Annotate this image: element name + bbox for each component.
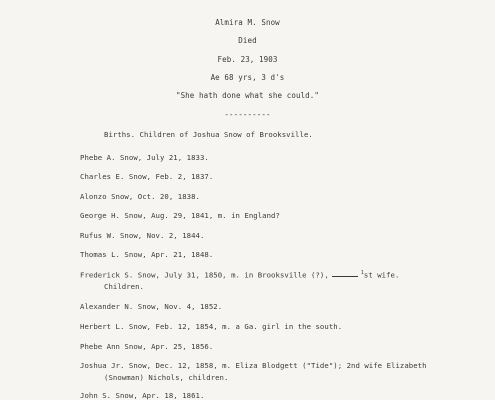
birth-entry: Joshua Jr. Snow, Dec. 12, 1858, m. Eliza Blodgett ("Tide"); 2nd wife Elizabeth [80, 361, 427, 370]
birth-entry: Thomas L. Snow, Apr. 21, 1848. [80, 250, 214, 259]
birth-entry: Phebe A. Snow, July 21, 1833. [80, 153, 209, 162]
birth-entry-frederick [80, 270, 399, 279]
birth-entry-continuation: (Snowman) Nichols, children. [104, 373, 229, 382]
birth-entry: Rufus W. Snow, Nov. 2, 1844. [80, 231, 205, 240]
birth-entry: Herbert L. Snow, Feb. 12, 1854, m. a Ga. girl in the south. [80, 322, 343, 331]
blank-line [332, 270, 358, 277]
birth-entry-text: Frederick S. Snow, July 31, 1850, m. in Brooksville (?), [80, 270, 329, 280]
age-at-death: Ae 68 yrs, 3 d's [210, 73, 285, 82]
births-heading: Births. Children of Joshua Snow of Brooksville. [104, 130, 313, 139]
wife-ordinal-tail: st wife. [363, 270, 400, 280]
birth-entry: George H. Snow, Aug. 29, 1841, m. in England? [80, 211, 280, 220]
birth-entry: Charles E. Snow, Feb. 2, 1837. [80, 172, 214, 181]
section-divider: ---------- [224, 110, 271, 119]
birth-entry: Alonzo Snow, Oct. 20, 1838. [80, 192, 200, 201]
deceased-name: Almira M. Snow [215, 18, 280, 27]
epitaph-quote: "She hath done what she could." [175, 91, 320, 100]
birth-entry: Alexander N. Snow, Nov. 4, 1852. [80, 302, 223, 311]
died-label: Died [238, 36, 257, 45]
ordinal-superscript: 1 [360, 270, 364, 276]
birth-entry: John S. Snow, Apr. 18, 1861. [80, 391, 205, 400]
birth-entry: Phebe Ann Snow, Apr. 25, 1856. [80, 342, 214, 351]
death-date: Feb. 23, 1903 [217, 55, 278, 64]
birth-entry-continuation: Children. [104, 282, 144, 291]
